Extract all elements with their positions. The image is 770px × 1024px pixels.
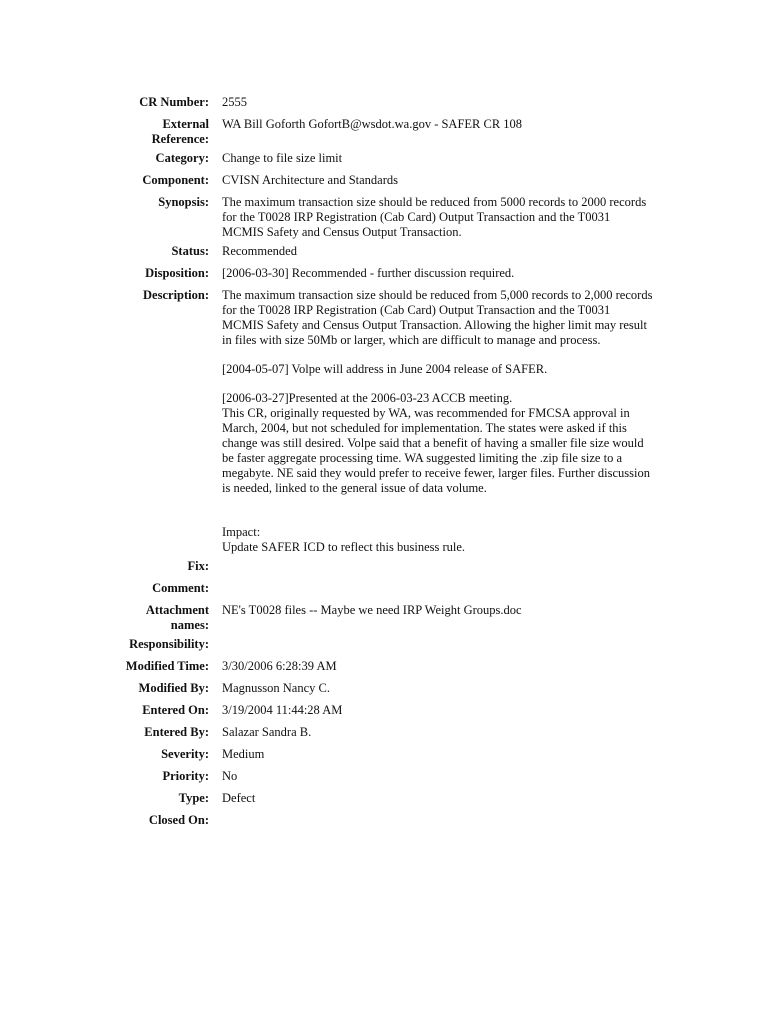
description-line: in files with size 50Mb or larger, which are difficult to manage and process. (222, 333, 601, 347)
attachment-names-label (0, 603, 209, 633)
category-value: Change to file size limit (222, 151, 343, 165)
status-value: Recommended (222, 244, 297, 258)
synopsis-line: The maximum transaction size should be reduced from 5000 records to 2000 records (222, 195, 647, 209)
attachment-names-value: NE's T0028 files -- Maybe we need IRP Weight Groups.doc (222, 603, 522, 617)
severity-label: Severity: (161, 747, 209, 761)
description-paragraph (222, 391, 662, 496)
attachment-names-label-line2: names: (170, 618, 209, 632)
description-line: Impact: (222, 525, 261, 539)
disposition-row (0, 266, 770, 281)
description-line: change was still desired. Volpe said that a benefit of having a smaller file size would (222, 436, 644, 450)
description-line: [2004-05-07] Volpe will address in June 2004 release of SAFER. (222, 362, 548, 376)
status-row (0, 244, 770, 259)
modified-by-label: Modified By: (138, 681, 209, 695)
description-line: MCMIS Safety and Census Output Transaction. Allowing the higher limit may result (222, 318, 647, 332)
status-label: Status: (171, 244, 209, 258)
comment-label: Comment: (152, 581, 209, 595)
fix-row (0, 559, 770, 574)
external-reference-label-line2: Reference: (151, 132, 209, 146)
component-label: Component: (142, 173, 209, 187)
priority-label: Priority: (162, 769, 209, 783)
synopsis-row (0, 195, 770, 240)
synopsis-value (222, 195, 662, 240)
entered-by-row (0, 725, 770, 740)
description-value (222, 288, 662, 555)
description-paragraph (222, 288, 662, 348)
attachment-names-row (0, 603, 770, 633)
type-label: Type: (178, 791, 209, 805)
external-reference-value: WA Bill Goforth GofortB@wsdot.wa.gov - SAFER CR 108 (222, 117, 523, 131)
synopsis-line: MCMIS Safety and Census Output Transaction. (222, 225, 462, 239)
description-row (0, 288, 770, 555)
description-paragraph (222, 362, 662, 377)
responsibility-row (0, 637, 770, 652)
priority-value: No (222, 769, 238, 783)
description-line: Update SAFER ICD to reflect this business rule. (222, 540, 466, 554)
category-label: Category: (155, 151, 209, 165)
entered-on-row (0, 703, 770, 718)
description-line: March, 2004, but not scheduled for implementation. The states were asked if this (222, 421, 627, 435)
component-row (0, 173, 770, 188)
comment-row (0, 581, 770, 596)
severity-row (0, 747, 770, 762)
component-value: CVISN Architecture and Standards (222, 173, 399, 187)
severity-value: Medium (222, 747, 265, 761)
description-line: be faster aggregate processing time. WA suggested limiting the .zip file size to a (222, 451, 622, 465)
synopsis-label: Synopsis: (158, 195, 209, 209)
description-line: megabyte. NE said they would prefer to receive fewer, larger files. Further discussion (222, 466, 650, 480)
external-reference-label (0, 117, 209, 147)
modified-time-label: Modified Time: (125, 659, 209, 673)
entered-on-label: Entered On: (142, 703, 209, 717)
external-reference-row (0, 117, 770, 147)
type-value: Defect (222, 791, 256, 805)
modified-time-value: 3/30/2006 6:28:39 AM (222, 659, 337, 673)
closed-on-row (0, 813, 770, 828)
type-row (0, 791, 770, 806)
description-line: for the T0028 IRP Registration (Cab Card) Output Transaction and the T0031 (222, 303, 611, 317)
description-line: This CR, originally requested by WA, was recommended for FMCSA approval in (222, 406, 630, 420)
synopsis-line: for the T0028 IRP Registration (Cab Card) Output Transaction and the T0031 (222, 210, 611, 224)
change-request-record (0, 95, 770, 828)
description-line: is needed, linked to the general issue of data volume. (222, 481, 487, 495)
modified-by-row (0, 681, 770, 696)
responsibility-label: Responsibility: (129, 637, 209, 651)
description-impact-paragraph (222, 525, 662, 555)
entered-by-label: Entered By: (144, 725, 209, 739)
description-line: The maximum transaction size should be reduced from 5,000 records to 2,000 records (222, 288, 653, 302)
disposition-value: [2006-03-30] Recommended - further discussion required. (222, 266, 515, 280)
attachment-names-label-line1: Attachment (145, 603, 209, 617)
external-reference-label-line1: External (162, 117, 209, 131)
cr-number-label: CR Number: (139, 95, 209, 109)
priority-row (0, 769, 770, 784)
disposition-label: Disposition: (145, 266, 209, 280)
cr-number-row (0, 95, 770, 110)
cr-number-value: 2555 (222, 95, 247, 109)
closed-on-label: Closed On: (148, 813, 209, 827)
entered-by-value: Salazar Sandra B. (222, 725, 312, 739)
description-line: [2006-03-27]Presented at the 2006-03-23 ACCB meeting. (222, 391, 513, 405)
entered-on-value: 3/19/2004 11:44:28 AM (222, 703, 343, 717)
modified-by-value: Magnusson Nancy C. (222, 681, 330, 695)
category-row (0, 151, 770, 166)
fix-label: Fix: (187, 559, 209, 573)
description-label: Description: (143, 288, 209, 302)
modified-time-row (0, 659, 770, 674)
